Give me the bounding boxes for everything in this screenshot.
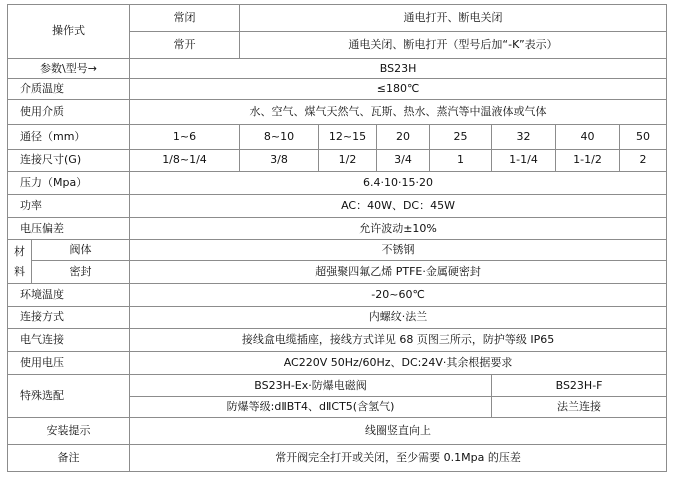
no-desc: 通电关闭、断电打开（型号后加“-K”表示） [240, 31, 667, 58]
medium-temp-label: 介质温度 [8, 79, 130, 100]
connection-size-value: 1 [430, 149, 492, 172]
connection-size-value: 1-1/4 [492, 149, 556, 172]
connection-size-value: 3/4 [377, 149, 430, 172]
remark-label: 备注 [8, 444, 130, 471]
row-material-seal [8, 261, 667, 284]
pressure-value: 6.4·10·15·20 [130, 172, 667, 195]
model-value: BS23H [130, 58, 667, 79]
special-flange-desc: 法兰连接 [492, 397, 667, 418]
bore-label: 通径（mm） [8, 124, 130, 149]
nc-desc: 通电打开、断电关闭 [240, 5, 667, 32]
electrical-value: 接线盒电缆插座，接线方式详见 68 页图三所示，防护等级 IP65 [130, 329, 667, 352]
install-label: 安装提示 [8, 418, 130, 445]
row-voltage-dev [8, 217, 667, 240]
row-connection-method [8, 306, 667, 329]
row-operation-nc [8, 5, 667, 32]
no-label: 常开 [130, 31, 240, 58]
pressure-label: 压力（Mpa） [8, 172, 130, 195]
power-label: 功率 [8, 195, 130, 218]
connection-size-value: 1-1/2 [556, 149, 620, 172]
material-body-value: 不锈钢 [130, 240, 667, 261]
connection-size-value: 1/2 [319, 149, 377, 172]
medium-value: 水、空气、煤气天然气、瓦斯、热水、蒸汽等中温液体或气体 [130, 100, 667, 125]
row-ambient-temp [8, 283, 667, 306]
bore-value: 8~10 [240, 124, 319, 149]
voltage-dev-value: 允许波动±10% [130, 217, 667, 240]
voltage-dev-label: 电压偏差 [8, 217, 130, 240]
special-flange-model: BS23H-F [492, 374, 667, 397]
row-install [8, 418, 667, 445]
row-bore [8, 124, 667, 149]
bore-value: 32 [492, 124, 556, 149]
medium-temp-value: ≤180℃ [130, 79, 667, 100]
row-model [8, 58, 667, 79]
row-material-body [8, 240, 667, 261]
row-operating-voltage [8, 352, 667, 375]
bore-value: 1~6 [130, 124, 240, 149]
power-value: AC：40W、DC：45W [130, 195, 667, 218]
connection-size-value: 3/8 [240, 149, 319, 172]
connection-method-value: 内螺纹·法兰 [130, 306, 667, 329]
material-seal-value: 超强聚四氟乙烯 PTFE·金属硬密封 [130, 261, 667, 284]
operation-label: 操作式 [8, 5, 130, 59]
connection-size-value: 2 [620, 149, 667, 172]
special-label: 特殊选配 [8, 374, 130, 417]
medium-label: 使用介质 [8, 100, 130, 125]
bore-value: 50 [620, 124, 667, 149]
bore-value: 25 [430, 124, 492, 149]
model-label: 参数\型号→ [8, 58, 130, 79]
connection-size-value: 1/8~1/4 [130, 149, 240, 172]
install-value: 线圈竖直向上 [130, 418, 667, 445]
bore-value: 20 [377, 124, 430, 149]
special-ex-model: BS23H-Ex·防爆电磁阀 [130, 374, 492, 397]
bore-value: 40 [556, 124, 620, 149]
nc-label: 常闭 [130, 5, 240, 32]
special-ex-rating: 防爆等级:dⅡBT4、dⅡCT5(含氢气) [130, 397, 492, 418]
connection-method-label: 连接方式 [8, 306, 130, 329]
material-body-label: 阀体 [32, 240, 130, 261]
row-medium-temp [8, 79, 667, 100]
row-special-1 [8, 374, 667, 397]
row-connection-size [8, 149, 667, 172]
remark-value: 常开阀完全打开或关闭，至少需要 0.1Mpa 的压差 [130, 444, 667, 471]
row-power [8, 195, 667, 218]
ambient-temp-value: -20~60℃ [130, 283, 667, 306]
row-electrical [8, 329, 667, 352]
operating-voltage-label: 使用电压 [8, 352, 130, 375]
material-seal-label: 密封 [32, 261, 130, 284]
operating-voltage-value: AC220V 50Hz/60Hz、DC:24V·其余根据要求 [130, 352, 667, 375]
connection-size-label: 连接尺寸(G) [8, 149, 130, 172]
row-remark [8, 444, 667, 471]
electrical-label: 电气连接 [8, 329, 130, 352]
material-group-label: 材料 [8, 240, 32, 283]
ambient-temp-label: 环境温度 [8, 283, 130, 306]
bore-value: 12~15 [319, 124, 377, 149]
row-pressure [8, 172, 667, 195]
spec-table [7, 4, 667, 472]
row-medium [8, 100, 667, 125]
